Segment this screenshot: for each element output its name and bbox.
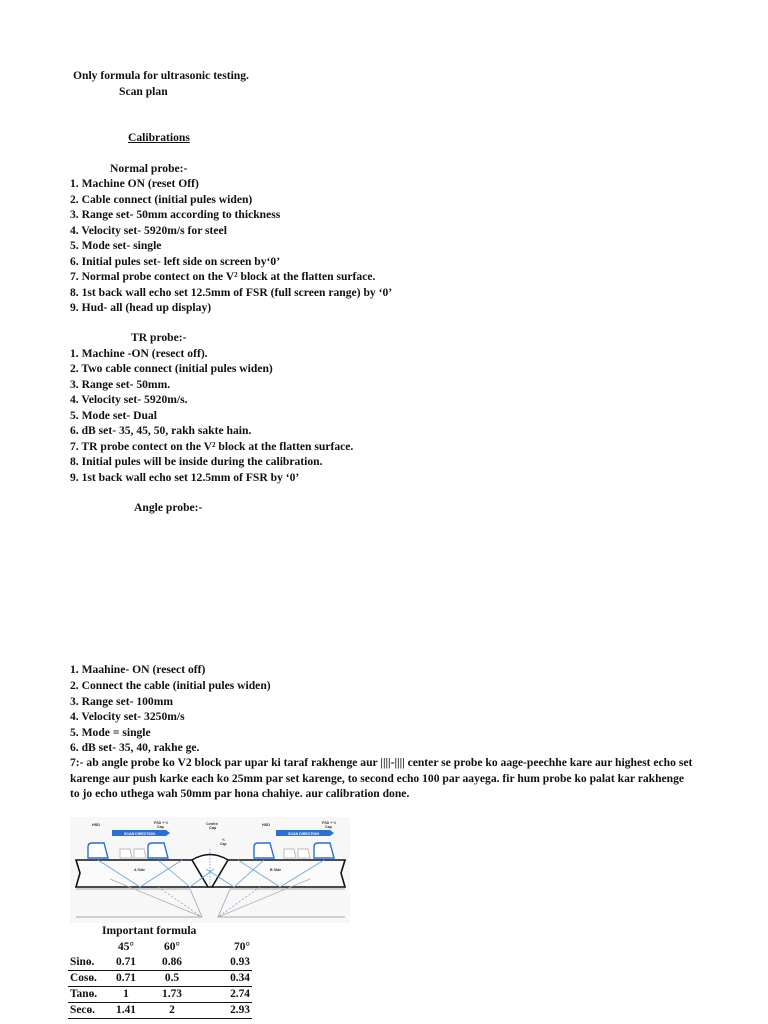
fsd-cap-label-left: Cap <box>157 825 164 829</box>
normal-step: 5. Mode set- single <box>70 239 162 252</box>
angle-step: 4. Velocity set- 3250m/s <box>70 710 185 723</box>
half-cap-label: ½ <box>222 838 225 842</box>
trig-value: 0.86 <box>148 955 196 971</box>
calibrations-heading: Calibrations <box>128 131 190 144</box>
tr-step: 8. Initial pules will be inside during the calibration. <box>70 455 323 468</box>
centre-cap-label: Cap <box>209 826 217 830</box>
trig-value: 1.73 <box>148 987 196 1003</box>
tr-step: 9. 1st back wall echo set 12.5mm of FSR by ‘0’ <box>70 470 300 484</box>
hsd-label-right: HSD <box>262 823 271 827</box>
tr-step: 6. dB set- 35, 45, 50, rakh sakte hain. <box>70 424 252 437</box>
trig-value: 2.74 <box>196 987 252 1003</box>
trig-value: 0.71 <box>104 971 148 987</box>
angle-step-7 <box>70 755 710 802</box>
trig-table <box>68 940 252 1019</box>
normal-step: 4. Velocity set- 5920m/s for steel <box>70 223 227 237</box>
angle-step: 3. Range set- 100mm <box>70 694 174 708</box>
tr-probe-heading: TR probe:- <box>131 331 187 344</box>
angle-step-7-line: to jo echo uthega wah 50mm par hona chahiye. aur calibration done. <box>70 787 410 800</box>
doc-title: Only formula for ultrasonic testing. <box>73 69 249 82</box>
tr-step: 4. Velocity set- 5920m/s. <box>70 393 188 406</box>
normal-probe-heading: Normal probe:- <box>110 162 188 175</box>
trig-value: 0.5 <box>148 971 196 987</box>
normal-step: 9. Hud- all (head up display) <box>70 301 212 314</box>
angle-step: 1. Maahine- ON (resect off) <box>70 663 206 676</box>
normal-step: 1. Machine ON (reset Off) <box>70 177 199 190</box>
trig-value: 0.71 <box>104 955 148 971</box>
probe-left-2 <box>148 843 168 858</box>
scan-direction-label-left: SCAN DIRECTION <box>124 832 155 836</box>
angle-step-7-line: karenge aur push karke each ko 25mm par set karenge, to second echo 100 par aayega. fir hum probe ko palat kar rakhenge <box>70 771 685 785</box>
half-cap-label-2: Cap <box>220 842 227 846</box>
tr-step: 5. Mode set- Dual <box>70 408 157 422</box>
tr-step: 1. Machine -ON (resect off). <box>70 346 208 360</box>
normal-step: 2. Cable connect (initial pules widen) <box>70 192 253 206</box>
probe-ghost-3 <box>284 849 296 858</box>
plate-a <box>76 860 208 887</box>
hsd-label-left: HSD <box>92 823 101 827</box>
trig-label: Tanɵ. <box>68 987 104 1003</box>
tr-step: 7. TR probe contect on the V² block at the flatten surface. <box>70 439 354 453</box>
probe-left-1 <box>88 843 108 858</box>
trig-header: 45° <box>118 941 134 953</box>
trig-value: 0.34 <box>196 971 252 987</box>
tr-step: 2. Two cable connect (initial pules widen) <box>70 362 273 375</box>
probe-ghost-4 <box>298 849 310 858</box>
trig-header: 60° <box>164 941 180 953</box>
angle-probe-heading: Angle probe:- <box>134 501 203 514</box>
trig-value: 0.93 <box>196 955 252 971</box>
trig-row <box>68 971 252 987</box>
normal-step: 6. Initial pules set- left side on screen by‘0’ <box>70 254 281 268</box>
trig-row <box>68 955 252 971</box>
probe-ghost-2 <box>134 849 146 858</box>
angle-step: 6. dB set- 35, 40, rakhe ge. <box>70 741 200 754</box>
angle-step: 2. Connect the cable (initial pules widen) <box>70 679 271 692</box>
trig-value: 2.93 <box>196 1003 252 1019</box>
formula-title: Important formula <box>102 924 197 937</box>
trig-value: 2 <box>148 1003 196 1019</box>
scan-plan-heading: Scan plan <box>119 85 168 98</box>
trig-value: 1.41 <box>104 1003 148 1019</box>
normal-step: 8. 1st back wall echo set 12.5mm of FSR (full screen range) by ‘0’ <box>70 285 393 299</box>
trig-label: Secɵ. <box>68 1003 104 1019</box>
side-b-label: B Side <box>270 868 282 872</box>
trig-header-row <box>68 940 252 955</box>
scan-direction-label-right: SCAN DIRECTION <box>288 832 319 836</box>
trig-label: Sinɵ. <box>68 955 104 971</box>
tr-step: 3. Range set- 50mm. <box>70 377 171 391</box>
weld-scan-diagram <box>70 817 350 923</box>
centre-label: Centre <box>206 822 219 826</box>
probe-right-1 <box>254 843 274 858</box>
trig-value: 1 <box>104 987 148 1003</box>
probe-right-2 <box>314 843 334 858</box>
normal-step: 3. Range set- 50mm according to thickness <box>70 208 281 221</box>
plate-b <box>212 860 345 887</box>
probe-ghost-1 <box>120 849 132 858</box>
trig-row <box>68 987 252 1003</box>
trig-row <box>68 1003 252 1019</box>
angle-step-7-line: 7:- ab angle probe ko V2 block par upar ki taraf rakhenge aur ||||-|||| center se probe ko aage-peechhe kare aur highest echo set <box>70 756 693 769</box>
fsd-cap-label-right: Cap <box>325 825 332 829</box>
side-a-label: A Side <box>134 868 146 872</box>
trig-corner <box>68 940 104 955</box>
trig-label: Cosɵ. <box>68 971 104 987</box>
fsd-label-right: FSD + ½ <box>322 821 337 825</box>
normal-step: 7. Normal probe contect on the V² block at the flatten surface. <box>70 270 376 283</box>
fsd-label-left: FSD + ½ <box>154 821 169 825</box>
angle-step: 5. Mode = single <box>70 725 151 739</box>
trig-header: 70° <box>234 941 250 953</box>
